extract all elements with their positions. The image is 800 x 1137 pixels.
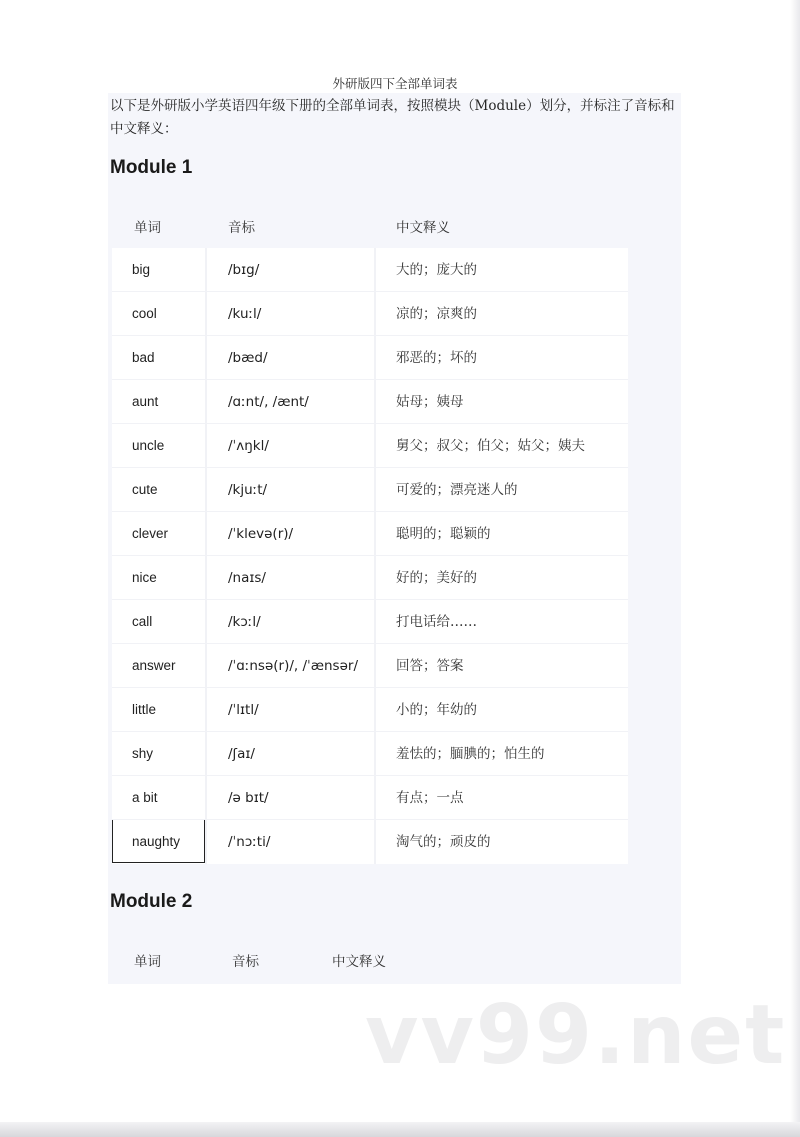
phonetic-cell: /ˈlɪtl/ — [228, 702, 259, 718]
meaning-cell: 有点；一点 — [396, 790, 464, 806]
intro-paragraph: 以下是外研版小学英语四年级下册的全部单词表，按照模块（Module）划分，并标注了音标和中文释义： — [110, 98, 675, 137]
meaning-cell: 舅父；叔父；伯父；姑父；姨夫 — [396, 438, 585, 454]
header-word: 单词 — [134, 220, 161, 236]
meaning-cell: 大的；庞大的 — [396, 262, 477, 278]
meaning-cell: 淘气的；顽皮的 — [396, 834, 491, 850]
phonetic-cell: /kuːl/ — [228, 306, 262, 322]
module-2-heading: Module 2 — [110, 891, 193, 912]
word-cell: clever — [132, 526, 169, 541]
meaning-cell: 回答；答案 — [396, 658, 464, 674]
word-cell: bad — [132, 350, 155, 365]
phonetic-cell: /ˈnɔːti/ — [228, 834, 271, 850]
table-row — [112, 600, 628, 644]
table-row — [112, 468, 628, 512]
phonetic-cell: /ˈklevə(r)/ — [228, 526, 294, 542]
word-cell: little — [132, 702, 157, 717]
module-1-heading: Module 1 — [110, 157, 193, 178]
meaning-cell: 羞怯的；腼腆的；怕生的 — [396, 746, 545, 762]
table-row — [112, 688, 628, 732]
meaning-cell: 小的；年幼的 — [396, 702, 477, 718]
table-row — [112, 292, 628, 336]
page-bottom-edge — [0, 1122, 800, 1137]
phonetic-cell: /ʃaɪ/ — [228, 746, 255, 762]
table-row — [112, 336, 628, 380]
word-cell: big — [132, 262, 151, 277]
table-row — [112, 380, 628, 424]
module-2-header-meaning: 中文释义 — [332, 954, 386, 970]
word-cell: uncle — [132, 438, 165, 453]
header-meaning: 中文释义 — [396, 220, 450, 236]
meaning-cell: 打电话给…… — [396, 614, 477, 630]
word-cell: aunt — [132, 394, 159, 409]
phonetic-cell: /bɪg/ — [228, 262, 260, 278]
document-title: 外研版四下全部单词表 — [332, 76, 458, 91]
phonetic-cell: /kjuːt/ — [228, 482, 268, 498]
word-cell: cute — [132, 482, 158, 497]
table-row — [112, 776, 628, 820]
phonetic-cell: /kɔːl/ — [228, 614, 261, 630]
meaning-cell: 可爱的；漂亮迷人的 — [396, 482, 518, 498]
meaning-cell: 凉的；凉爽的 — [396, 306, 477, 322]
table-row — [112, 512, 628, 556]
page-right-edge — [790, 0, 800, 1137]
module-2-header-word: 单词 — [134, 954, 161, 970]
table-row — [112, 248, 628, 292]
phonetic-cell: /ɑːnt/, /ænt/ — [228, 394, 309, 410]
phonetic-cell: /ˈɑːnsə(r)/, /ˈænsər/ — [228, 658, 358, 674]
meaning-cell: 邪恶的；坏的 — [396, 350, 477, 366]
table-row — [112, 556, 628, 600]
phonetic-cell: /ə bɪt/ — [228, 790, 269, 806]
word-cell: shy — [132, 746, 154, 761]
header-phonetic: 音标 — [228, 220, 255, 236]
meaning-cell: 聪明的；聪颖的 — [396, 526, 491, 542]
word-cell: naughty — [132, 834, 181, 849]
module-2-header-phonetic: 音标 — [232, 954, 259, 970]
meaning-cell: 姑母；姨母 — [396, 394, 464, 410]
phonetic-cell: /naɪs/ — [228, 570, 266, 586]
phonetic-cell: /bæd/ — [228, 350, 268, 366]
watermark: vv99.net — [365, 988, 787, 1083]
word-cell: call — [132, 614, 153, 629]
table-row — [112, 644, 628, 688]
word-cell: answer — [132, 658, 176, 673]
word-cell: nice — [132, 570, 157, 585]
word-cell: cool — [132, 306, 157, 321]
meaning-cell: 好的；美好的 — [396, 570, 477, 586]
word-cell: a bit — [132, 790, 158, 805]
table-row — [112, 424, 628, 468]
table-row — [112, 732, 628, 776]
table-row — [112, 820, 628, 864]
phonetic-cell: /ˈʌŋkl/ — [228, 438, 269, 454]
